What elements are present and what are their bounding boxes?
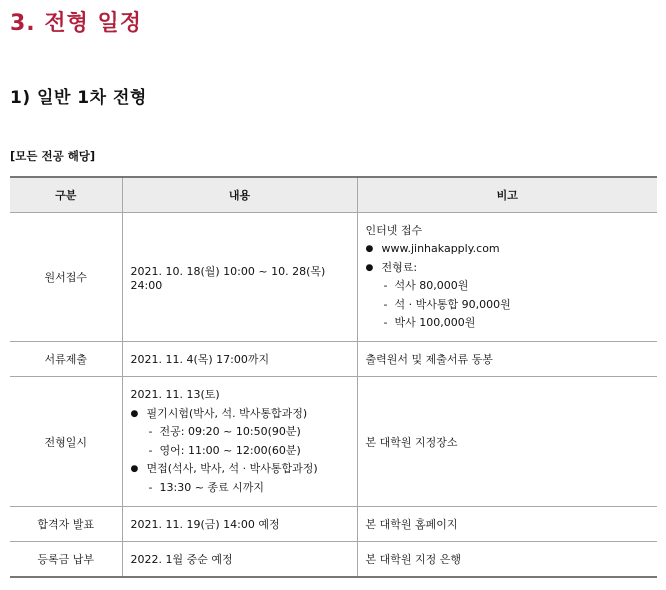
row-note: 본 대학원 지정장소 bbox=[357, 377, 657, 507]
interview: ● 면접(석사, 박사, 석 · 박사통합과정) bbox=[131, 460, 349, 479]
major-exam-time: - 전공: 09:20 ~ 10:50(90분) bbox=[131, 423, 349, 442]
note-fee-label: ● 전형료: bbox=[366, 259, 650, 278]
written-exam: ● 필기시험(박사, 석. 박사통합과정) bbox=[131, 405, 349, 424]
scope-label: [모든 전공 해당] bbox=[10, 149, 96, 163]
row-note: 본 대학원 지정 은행 bbox=[357, 542, 657, 578]
row-content: 2021. 11. 4(목) 17:00까지 bbox=[122, 342, 357, 377]
table-row bbox=[10, 507, 657, 542]
row-note: 출력원서 및 제출서류 동봉 bbox=[357, 342, 657, 377]
table-header-row bbox=[10, 177, 657, 213]
header-note: 비고 bbox=[357, 177, 657, 213]
row-content: 2021. 10. 18(월) 10:00 ~ 10. 28(목) 24:00 bbox=[122, 213, 357, 342]
interview-time: - 13:30 ~ 종료 시까지 bbox=[131, 479, 349, 498]
row-category: 전형일시 bbox=[10, 377, 122, 507]
exam-date: 2021. 11. 13(토) bbox=[130, 388, 220, 401]
row-category: 등록금 납부 bbox=[10, 542, 122, 578]
header-category: 구분 bbox=[10, 177, 122, 213]
row-category: 합격자 발표 bbox=[10, 507, 122, 542]
row-note bbox=[357, 213, 657, 342]
note-intro: 인터넷 접수 bbox=[365, 223, 423, 237]
row-content: 2022. 1월 중순 예정 bbox=[122, 542, 357, 578]
schedule-table bbox=[10, 176, 657, 578]
row-category: 원서접수 bbox=[10, 213, 122, 342]
header-content: 내용 bbox=[122, 177, 357, 213]
fee-master: - 석사 80,000원 bbox=[366, 277, 650, 296]
row-content: 2021. 11. 19(금) 14:00 예정 bbox=[122, 507, 357, 542]
row-note: 본 대학원 홈페이지 bbox=[357, 507, 657, 542]
table-row bbox=[10, 342, 657, 377]
table-row bbox=[10, 377, 657, 507]
fee-doctoral: - 박사 100,000원 bbox=[366, 314, 650, 333]
english-exam-time: - 영어: 11:00 ~ 12:00(60분) bbox=[131, 442, 349, 461]
sub-title: 1) 일반 1차 전형 bbox=[10, 88, 147, 108]
table-row bbox=[10, 542, 657, 578]
fee-integrated: - 석 · 박사통합 90,000원 bbox=[366, 296, 650, 315]
row-category: 서류제출 bbox=[10, 342, 122, 377]
note-website: ● www.jinhakapply.com bbox=[366, 240, 650, 259]
row-content bbox=[122, 377, 357, 507]
section-title: 3. 전형 일정 bbox=[10, 11, 142, 36]
table-row bbox=[10, 213, 657, 342]
